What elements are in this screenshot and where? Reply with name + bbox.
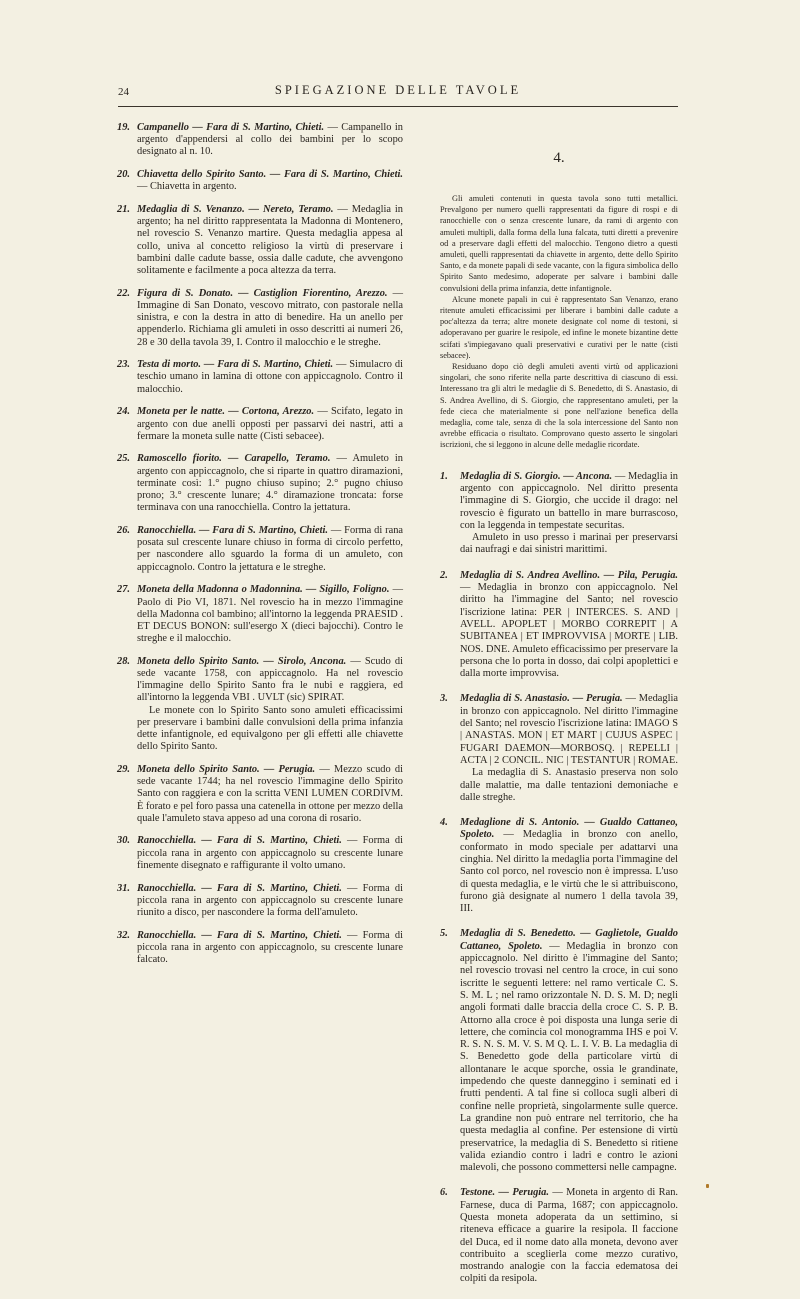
right-column xyxy=(440,122,678,1299)
entry-30 xyxy=(117,835,403,872)
entry-number: 1. xyxy=(440,470,448,482)
entry-5 xyxy=(440,928,678,1174)
entry-number: 29. xyxy=(117,763,130,775)
entry-body: — Medaglia in argento con appiccagnolo. Nel diritto presenta l'immagine di S. Giorgio, che uccide il drago: nel rovescio è figurato un battello in mare burrascoso, con la leggenda in tempestate securitas. xyxy=(460,470,679,531)
entry-heading: Moneta dello Spirito Santo. — Perugia. xyxy=(137,763,316,775)
entry-body: — Paolo di Pio VI, 1871. Nel rovescio ha in mezzo l'immagine della Madonna col bambino; all'intorno la leggenda PRAESID . ET DECUS BONON: sull'esergo X (dieci bajocchi). Contro le streghe e il malocchio. xyxy=(137,584,403,645)
entry-note: Le monete con lo Spirito Santo sono amuleti efficacissimi per preservare i bambini dalle convulsioni della prima infanzia dette infantignole, ed equivalgono per gli effetti alle chiavette dello Spirito Santo. xyxy=(137,704,403,753)
entry-29 xyxy=(117,764,403,825)
entry-number: 24. xyxy=(117,406,130,418)
entry-number: 19. xyxy=(117,122,130,133)
entry-number: 25. xyxy=(117,453,130,465)
entry-heading: Figura di S. Donato. — Castiglion Fiorentino, Arezzo. xyxy=(137,287,388,299)
entry-body: — Medaglia in bronzo con appiccagnolo. Nel diritto è l'immagine del Santo; nel rovescio trovasi nel centro la croce, in cui sono iscritte le seguenti lettere: nel ramo verticale C. S. S. M. L ; nel ramo orizzontale N. D. S. M. D; negli angoli formati dalle braccia della croce C. S. P. B. Attorno alla croce è poi disposta una lunga serie di lettere, che comincia col monogramma IHS e poi V. R. S. N. S. M. V. S. M Q. L. I. V. B. La medaglia di S. Benedetto gode della particolare virtù di allontanare le acque sporche, ossia le grandinate, impedendo che queste danneggino i seminati ed i frutti pendenti. A tal fine si colloca sugli alberi di confine nelle proprietà, singolarmente sulle querce. La grandine non può entrare nel territorio, che ha questa medaglia al confine. Per estensione di virtù preservatrice, la medaglia di S. Benedetto si ritiene valida eziandio contro i ladri e contro le azioni malevoli, che possono commettersi nelle campagne. xyxy=(460,940,678,1174)
entry-body: — Simulacro di teschio umano in lamina di ottone con appiccagnolo. Contro il malocchio. xyxy=(137,359,403,395)
entry-heading: Ranocchiella. — Fara di S. Martino, Chieti. xyxy=(137,929,342,941)
entry-heading: Moneta dello Spirito Santo. — Sirolo, Ancona. xyxy=(137,655,347,667)
entry-heading: Moneta della Madonna o Madonnina. — Sigillo, Foligno. xyxy=(137,584,390,596)
entry-body: — Medaglia in bronzo con appiccagnolo. Nel diritto ha l'immagine del Santo; nel rovescio l'iscrizione latina: PER | INTERCES. S. AND | AVELL. APOPLET | MORBO CORREPIT | A SUBITANEA | ET IMPROVVISA | MORTE | LIB. NOS. DNE. Amuleto efficacissimo per preservare la persona che lo porta in dosso, dai colpi apoplettici e dalla morte improvvisa. xyxy=(460,582,678,680)
entry-2 xyxy=(440,570,678,681)
entry-number: 22. xyxy=(117,287,130,299)
entry-heading: Campanello — Fara di S. Martino, Chieti. xyxy=(137,122,325,133)
entry-heading: Ramoscello fiorito. — Carapello, Teramo. xyxy=(137,453,331,465)
entry-heading: Ranocchiella. — Fara di S. Martino, Chieti. xyxy=(137,835,342,847)
entry-19 xyxy=(117,122,403,159)
intro-paragraph: Gli amuleti contenuti in questa tavola sono tutti metallici. Prevalgono per numero quelli rappresentati da figure di rospi e di ranocchielle con o senza crescente lunare, da rami di argento con amuleti multipli, dalla forma della luna falcata, tutti diretti a prevenire od a preservare dagli effetti del malocchio. Tengono dietro a questi amuleti, quelli rappresentati da chiavette in argento, dette dello Spirito Santo, e da monete papali di sede vacante, con la figura simbolica dello Spirito Santo medesimo, adoperate per salvare i bambini dalle convulsioni della prima infanzia, dette infantignole. xyxy=(440,194,678,293)
entry-note: Amuleto in uso presso i marinai per preservarsi dai naufragi e dai sinistri marittimi. xyxy=(460,532,678,556)
entry-number: 23. xyxy=(117,359,130,371)
entry-heading: Testone. — Perugia. xyxy=(460,1187,549,1199)
entry-24 xyxy=(117,406,403,443)
entry-number: 27. xyxy=(117,584,130,596)
entry-4 xyxy=(440,817,678,915)
entry-body: — Scifato, legato in argento con due anelli opposti per passarvi dei nastri, atti a fermare la moneta sulle natte (Cisti sebacee). xyxy=(137,406,403,442)
entry-heading: Ranocchiella. — Fara di S. Martino, Chieti. xyxy=(137,882,342,894)
entry-heading: Medaglia di S. Anastasio. — Perugia. xyxy=(460,693,623,705)
entry-note: La medaglia di S. Anastasio preserva non solo dalle malattie, ma dalle tentazioni demoniache e dalle streghe. xyxy=(460,767,678,803)
entry-number: 3. xyxy=(440,693,448,705)
entry-heading: Medaglia di S. Benedetto. — Gaglietole, Gualdo Cattaneo, Spoleto. xyxy=(460,928,678,952)
entry-heading: Testa di morto. — Fara di S. Martino, Chieti. xyxy=(137,359,334,371)
entry-heading: Medaglia di S. Venanzo. — Nereto, Teramo. xyxy=(137,204,334,216)
entry-body: — Forma di rana posata sul crescente lunare chiuso in forma di circolo perfetto, per nascondere allo sguardo la forma di un amuleto, con appiccagnolo. Contro la jettatura e le streghe. xyxy=(137,524,404,573)
entry-number: 4. xyxy=(440,817,448,829)
entry-number: 30. xyxy=(117,835,130,847)
entry-body: — Mezzo scudo di sede vacante 1744; ha nel rovescio l'immagine dello Spirito Santo con raggiera e con la scritta VENI LUMEN CORDIVM. È forato e pel foro passa una catenella in ottone per mezzo della quale l'amuleto stava appeso ad una corona di rosario. xyxy=(137,763,404,824)
entry-number: 32. xyxy=(117,929,130,941)
entry-heading: Moneta per le natte. — Cortona, Arezzo. xyxy=(137,406,315,418)
ink-speck xyxy=(706,1184,709,1188)
intro-paragraph: Residuano dopo ciò degli amuleti aventi virtù od applicazioni singolari, che sono riferite nella parte descrittiva di ciascuno di essi. Interessano tra gli altri le medaglie di S. Benedetto, di S. Anastasio, di S. Andrea Avellino, di S. Giorgio, che rappresentano amuleti, per la fede cieca che materialmente si pone nell'azione benefica della medaglia, come tale, senza di che la sola intercessione del Santo non avrebbe efficacia o risultato. Comprovano questo asserto le singolari iscrizioni, che si leggono in alcune delle medaglie ricordate. xyxy=(440,362,678,450)
entry-body: — Moneta in argento di Ran. Farnese, duca di Parma, 1687; con appiccagnolo. Questa moneta adoperata da un settimino, si riteneva efficace a guarire la resipola. Il faccione del Duca, ed il nome dato alla moneta, devono aver contribuito a sceglierla come mezzo curativo, mostrando analogie con la faccia edematosa dei colpiti da resipola. xyxy=(460,1187,678,1285)
entry-25 xyxy=(117,453,403,514)
entry-number: 2. xyxy=(440,569,448,581)
entry-20 xyxy=(117,169,403,193)
page-number: 24 xyxy=(118,86,129,98)
entry-body: — Medaglia in argento; ha nel diritto rappresentata la Madonna di Montenero, nel rovescio S. Venanzo martire. Questa medaglia appesa al collo, univa al concetto religioso la virtù di preservare i bambini dalle cadute basse, ossia dalle cadute, che avvengono solitamente e facilmente a poca altezza da terra. xyxy=(137,204,403,277)
plate-introduction xyxy=(440,193,678,451)
entry-number: 5. xyxy=(440,928,448,940)
entry-heading: Medaglione di S. Antonio. — Gualdo Cattaneo, Spoleto. xyxy=(460,817,678,841)
entry-heading: Chiavetta dello Spirito Santo. — Fara di S. Martino, Chieti. xyxy=(137,169,403,181)
entry-26 xyxy=(117,525,403,574)
entry-27 xyxy=(117,584,403,645)
entry-body: — Medaglia in bronzo con appiccagnolo. Nel diritto l'immagine del Santo; nel rovescio l'iscrizione latina: IMAGO S | ANASTAS. MON | ET MART | CUJUS ASPEC | FUGARI DAEMON—MORBOSQ. | REPELLI | ACTA | 2 CONCIL. NIC | TESTANTUR | ROMAE. xyxy=(460,693,678,766)
entry-body: — Immagine di San Donato, vescovo mitrato, con pastorale nella sinistra, e con la destra in atto di benedire. Ha un anello per appenderlo. Richiama gli amuleti in osso descritti ai numeri 26, 28 e 30 della tavola 39, I. Contro il malocchio e le streghe. xyxy=(137,287,403,348)
entry-body: — Forma di piccola rana in argento con appiccagnolo su crescente lunare riunito a disco, per nascondere la forma dell'amuleto. xyxy=(137,882,403,918)
page-header xyxy=(118,80,678,107)
entry-1 xyxy=(440,471,678,557)
entry-21 xyxy=(117,204,403,277)
entry-body: — Chiavetta in argento. xyxy=(137,181,237,193)
entry-body: — Amuleto in argento con appiccagnolo, che si riparte in quattro diramazioni, terminate così: 1.° pugno chiuso supino; 2.° pugno chiuso prono; 3.° crescente lunare; 4.° diramazione troncata: forse terminava con una ranocchiella. Contro la jettatura. xyxy=(137,453,403,514)
entry-heading: Medaglia di S. Andrea Avellino. — Pila, Perugia. xyxy=(460,569,678,581)
intro-paragraph: Alcune monete papali in cui è rappresentato San Venanzo, erano ritenute amuleti efficacissimi per liberare i bambini dalle cadute a poc'altezza da terra; altre monete designate col nome di testoni, si adoperavano per guarire le resipole, ed infine le monete bizantine dette scifati s'impiegavano quali preservativi e curativi per le natte (cisti sebacee). xyxy=(440,294,678,360)
entry-number: 28. xyxy=(117,655,130,667)
entry-23 xyxy=(117,359,403,396)
running-title: SPIEGAZIONE DELLE TAVOLE xyxy=(274,83,522,97)
entry-body: — Forma di piccola rana in argento con appiccagnolo su crescente lunare finemente disegnato e raffigurante il volto umano. xyxy=(137,835,403,871)
entry-32 xyxy=(117,930,403,967)
entry-body: — Forma di piccola rana in argento con appiccagnolo, su crescente lunare falcato. xyxy=(137,929,403,966)
entry-number: 31. xyxy=(117,882,130,894)
entry-body: — Medaglia in bronzo con anello, conformato in modo speciale per adattarvi una cinghia. Nel diritto la medaglia porta l'immagine del Santo col porco, nel rovescio non è impressa. L'uso di questa medaglia, e le virtù che le si attribuiscono, furono già designate al numero 1 della tavola 39, III. xyxy=(460,829,678,915)
entry-heading: Medaglia di S. Giorgio. — Ancona. xyxy=(460,470,613,482)
entry-heading: Ranocchiella. — Fara di S. Martino, Chieti. xyxy=(137,524,329,536)
entry-body: — Campanello in argento d'appendersi al collo dei bambini per lo scopo designato al n. 10. xyxy=(137,122,403,158)
entry-31 xyxy=(117,883,403,920)
entry-body: — Scudo di sede vacante 1758, con appiccagnolo. Ha nel rovescio l'immagine dello Spirito Santo fra le nubi e raggiera, ed all'intorno la leggenda VBI . UVLT (sic) SPIRAT. xyxy=(137,655,403,704)
entry-number: 6. xyxy=(440,1187,448,1199)
entry-6 xyxy=(440,1187,678,1285)
entry-number: 21. xyxy=(117,204,130,216)
plate-number: 4. xyxy=(553,150,565,166)
entry-number: 26. xyxy=(117,524,130,536)
entry-number: 20. xyxy=(117,169,130,181)
entry-22 xyxy=(117,288,403,349)
entry-3 xyxy=(440,693,678,804)
left-column xyxy=(117,122,403,977)
entry-28 xyxy=(117,656,403,754)
